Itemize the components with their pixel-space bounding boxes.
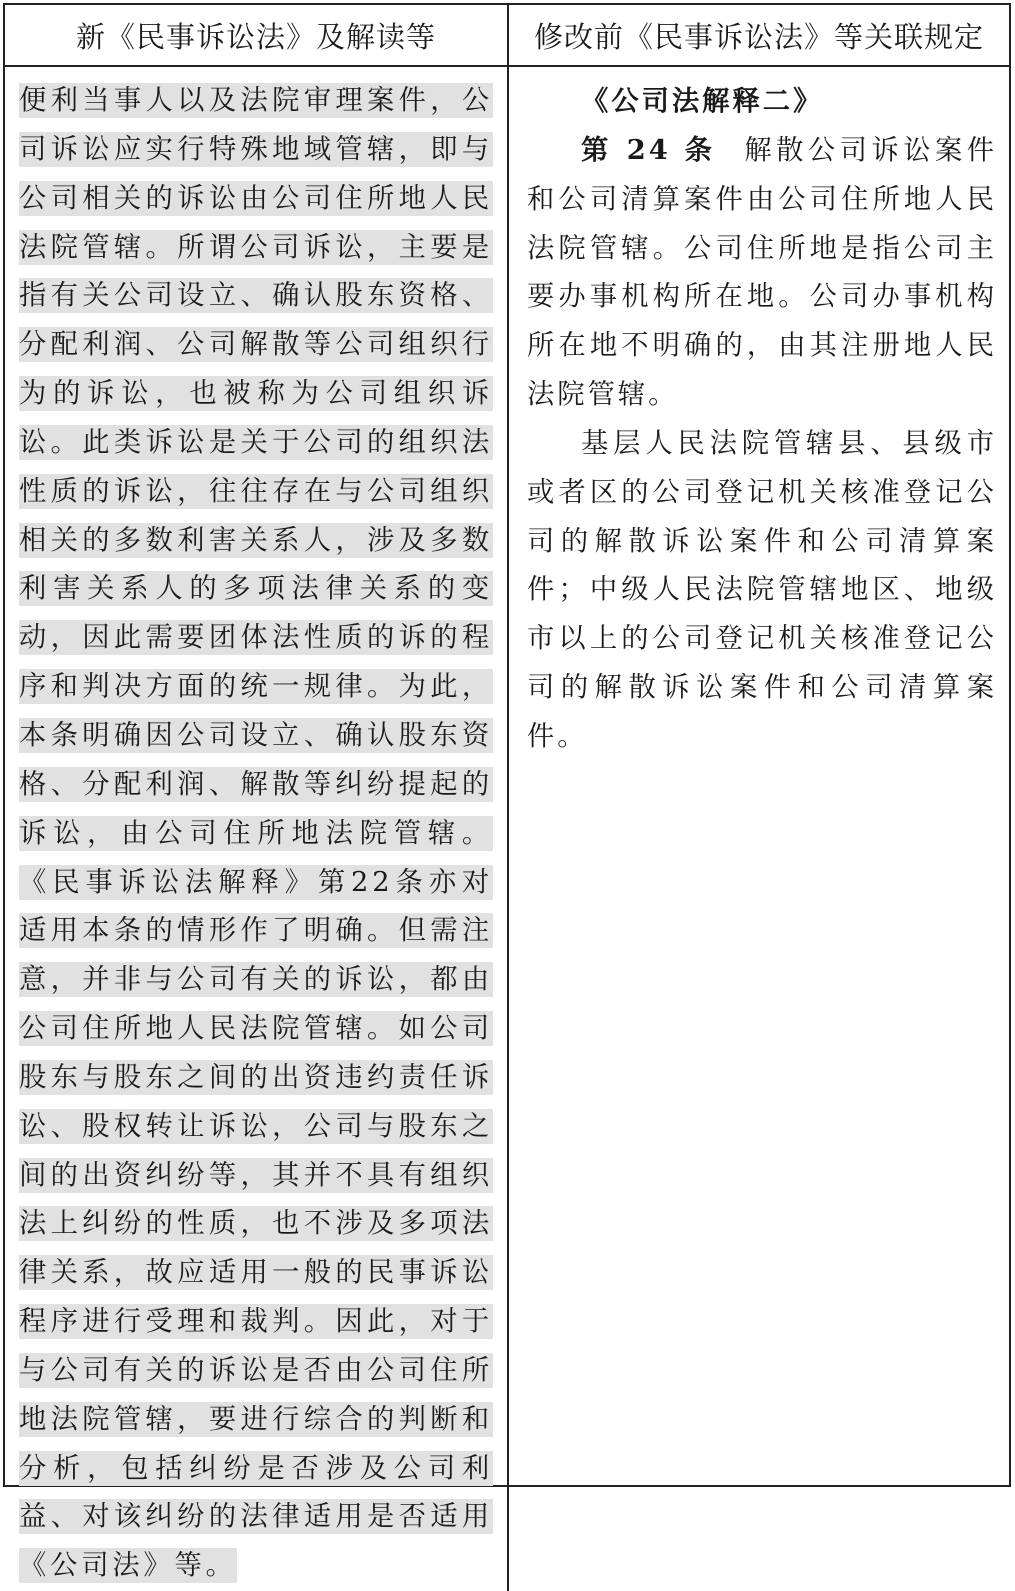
header-new-law — [5, 5, 509, 67]
article-paragraph-2 — [527, 420, 997, 762]
interpretation-cell — [5, 67, 509, 1591]
article-text-2: 基层人民法院管辖县、县级市或者区的公司登记机关核准登记公司的解散诉讼案件和公司清算案件；中级人民法院管辖地区、地级市以上的公司登记机关核准登记公司的解散诉讼案件和公司清算案件。 — [527, 427, 997, 752]
comparison-table — [3, 3, 1011, 1582]
related-provisions-cell — [509, 67, 1009, 1591]
article-paragraph-1 — [527, 126, 997, 420]
header-new-law-label: 新《民事诉讼法》及解读等 — [75, 19, 436, 54]
article-text-1: 解散公司诉讼案件和公司清算案件由公司住所地人民法院管辖。公司住所地是指公司主要办事机构所在地。公司办事机构所在地不明确的，由其注册地人民法院管辖。 — [527, 134, 997, 411]
interpretation-paragraph — [19, 77, 493, 1591]
related-provisions-text — [527, 77, 997, 762]
interpretation-text: 便利当事人以及法院审理案件，公司诉讼应实行特殊地域管辖，即与公司相关的诉讼由公司住所地人民法院管辖。所谓公司诉讼，主要是指有关公司设立、确认股东资格、分配利润、公司解散等公司组织行为的诉讼，也被称为公司组织诉讼。此类诉讼是关于公司的组织法性质的诉讼，往往存在与公司组织相关的多数利害关系人，涉及多数利害关系人的多项法律关系的变动，因此需要团体法性质的诉的程序和判决方面的统一规律。为此，本条明确因公司设立、确认股东资格、分配利润、解散等纠纷提起的诉讼，由公司住所地法院管辖。《民事诉讼法解释》第22条亦对适用本条的情形作了明确。但需注意，并非与公司有关的诉讼，都由公司住所地人民法院管辖。如公司股东与股东之间的出资违约责任诉讼、股权转让诉讼，公司与股东之间的出资纠纷等，其并不具有组织法上纠纷的性质，也不涉及多项法律关系，故应适用一般的民事诉讼程序进行受理和裁判。因此，对于与公司有关的诉讼是否由公司住所地法院管辖，要进行综合的判断和分析，包括纠纷是否涉及公司利益、对该纠纷的法律适用是否适用《公司法》等。 — [19, 85, 493, 1582]
header-old-law-label: 修改前《民事诉讼法》等关联规定 — [533, 19, 984, 54]
article-number: 第 24 条 — [581, 133, 717, 166]
source-title: 《公司法解释二》 — [581, 85, 824, 117]
header-old-law — [509, 5, 1009, 67]
